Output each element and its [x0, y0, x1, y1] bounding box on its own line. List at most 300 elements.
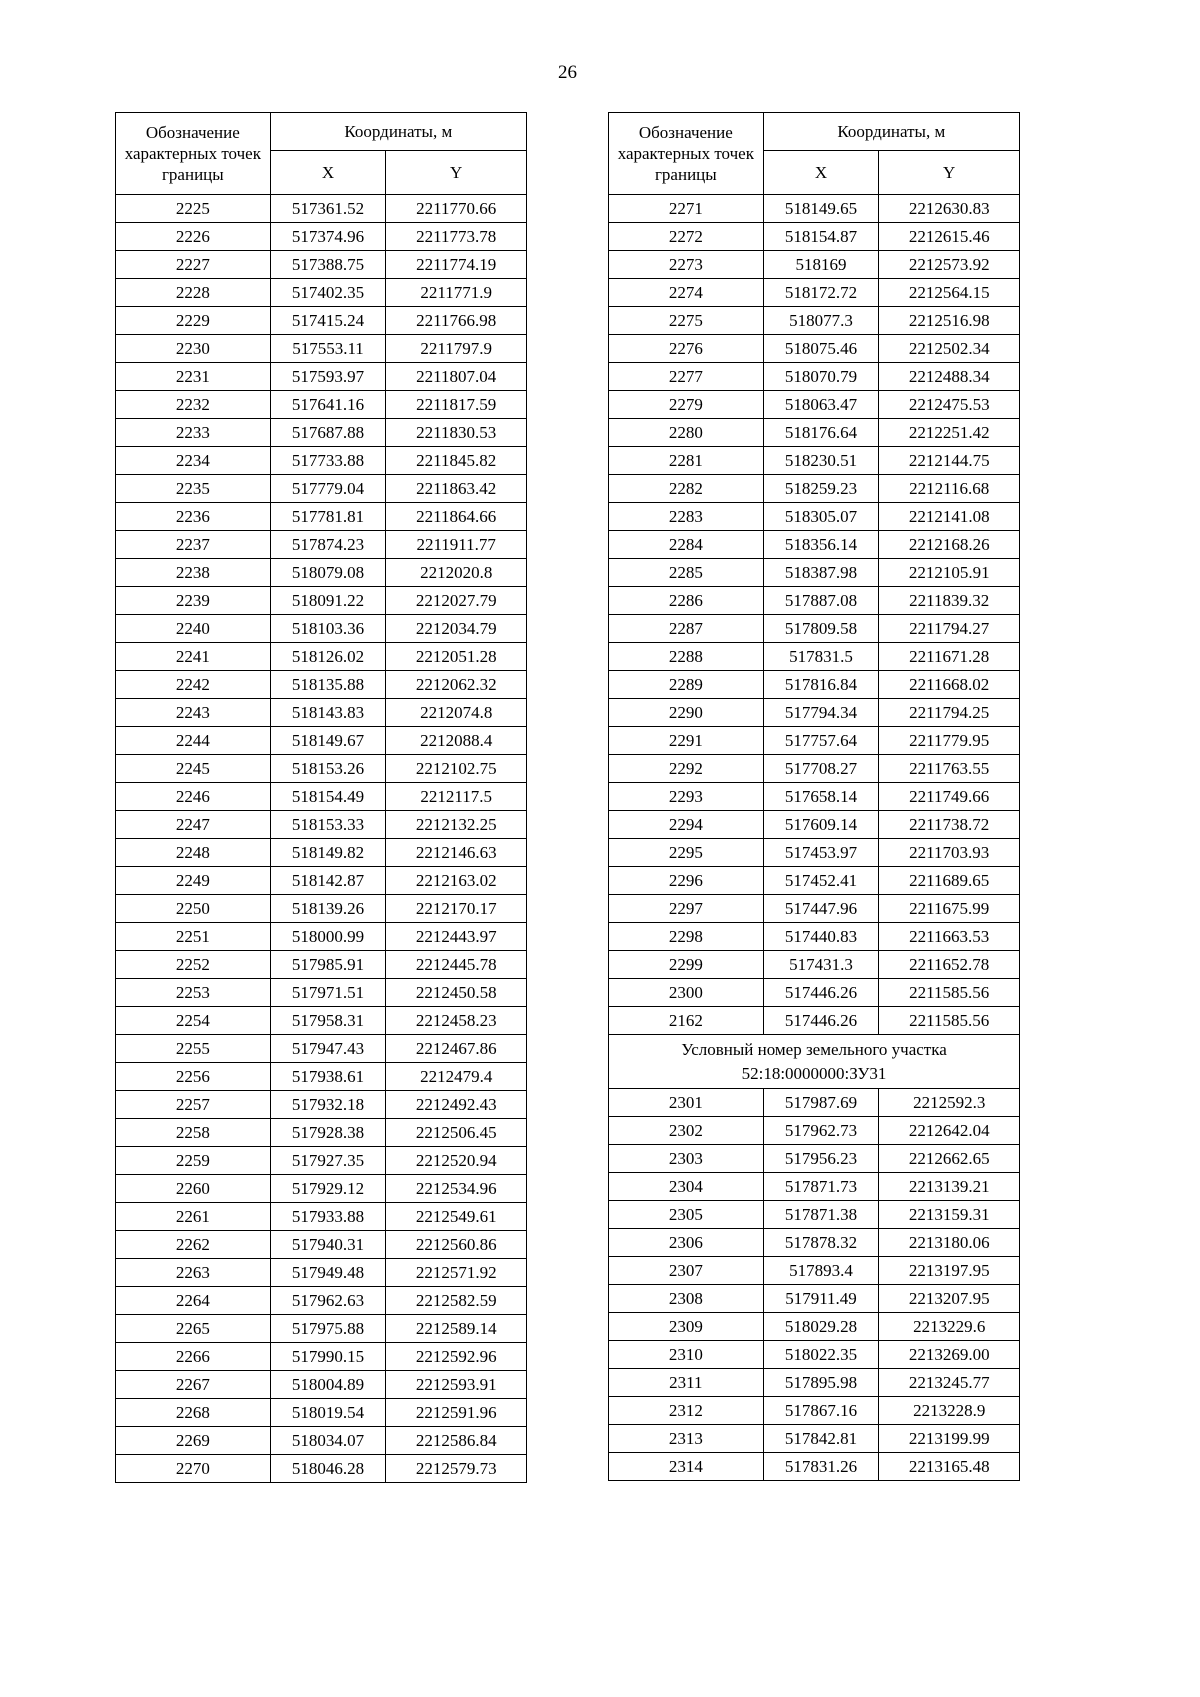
table-row	[609, 363, 1020, 391]
table-cell: 2211763.55	[879, 755, 1020, 783]
table-cell: 2212479.4	[386, 1063, 527, 1091]
table-row	[609, 419, 1020, 447]
table-cell: 517949.48	[270, 1259, 386, 1287]
table-cell: 2305	[609, 1201, 764, 1229]
table-cell: 517733.88	[270, 447, 386, 475]
table-row	[116, 979, 527, 1007]
table-cell: 517415.24	[270, 307, 386, 335]
table-cell: 2230	[116, 335, 271, 363]
table-cell: 2252	[116, 951, 271, 979]
table-cell: 518000.99	[270, 923, 386, 951]
table-row	[116, 1119, 527, 1147]
table-cell: 518046.28	[270, 1455, 386, 1483]
table-cell: 2235	[116, 475, 271, 503]
table-cell: 2212549.61	[386, 1203, 527, 1231]
table-cell: 2213228.9	[879, 1397, 1020, 1425]
table-row	[609, 755, 1020, 783]
table-row	[116, 811, 527, 839]
table-cell: 517361.52	[270, 195, 386, 223]
tables-container	[115, 112, 1020, 1483]
table-cell: 2280	[609, 419, 764, 447]
table-cell: 517932.18	[270, 1091, 386, 1119]
table-cell: 2211652.78	[879, 951, 1020, 979]
table-cell: 2285	[609, 559, 764, 587]
table-cell: 518019.54	[270, 1399, 386, 1427]
table-cell: 2226	[116, 223, 271, 251]
table-row	[609, 671, 1020, 699]
header-y: Y	[386, 151, 527, 195]
table-row	[609, 1285, 1020, 1313]
table-cell: 517871.73	[763, 1173, 879, 1201]
table-cell: 2228	[116, 279, 271, 307]
table-cell: 518135.88	[270, 671, 386, 699]
table-row	[609, 587, 1020, 615]
table-cell: 517453.97	[763, 839, 879, 867]
table-cell: 517927.35	[270, 1147, 386, 1175]
table-cell: 2212615.46	[879, 223, 1020, 251]
table-row	[609, 223, 1020, 251]
table-row	[116, 1259, 527, 1287]
table-cell: 517402.35	[270, 279, 386, 307]
table-cell: 2302	[609, 1117, 764, 1145]
table-row	[116, 1427, 527, 1455]
table-cell: 2212560.86	[386, 1231, 527, 1259]
table-cell: 517947.43	[270, 1035, 386, 1063]
table-row	[116, 699, 527, 727]
table-cell: 2212467.86	[386, 1035, 527, 1063]
table-cell: 2211774.19	[386, 251, 527, 279]
table-cell: 2231	[116, 363, 271, 391]
table-cell: 2211738.72	[879, 811, 1020, 839]
table-cell: 2269	[116, 1427, 271, 1455]
table-cell: 2299	[609, 951, 764, 979]
table-cell: 2300	[609, 979, 764, 1007]
table-row	[116, 1203, 527, 1231]
header-y: Y	[879, 151, 1020, 195]
table-row	[116, 195, 527, 223]
table-row	[609, 1145, 1020, 1173]
table-cell: 518153.26	[270, 755, 386, 783]
table-cell: 518142.87	[270, 867, 386, 895]
table-cell: 2244	[116, 727, 271, 755]
table-cell: 518034.07	[270, 1427, 386, 1455]
table-cell: 517794.34	[763, 699, 879, 727]
table-cell: 518356.14	[763, 531, 879, 559]
table-cell: 2212573.92	[879, 251, 1020, 279]
parcel-number-note-line2: 52:18:0000000:ЗУ31	[741, 1063, 887, 1083]
table-cell: 2211773.78	[386, 223, 527, 251]
table-cell: 518077.3	[763, 307, 879, 335]
table-row	[116, 867, 527, 895]
table-row	[116, 1035, 527, 1063]
table-body	[609, 195, 1020, 1035]
table-row	[609, 503, 1020, 531]
table-row	[116, 447, 527, 475]
header-designation: Обозначение характерных точек границы	[116, 113, 271, 195]
table-cell: 2225	[116, 195, 271, 223]
coordinate-table-right	[608, 112, 1020, 1481]
table-row	[609, 307, 1020, 335]
table-cell: 2211817.59	[386, 391, 527, 419]
table-row	[116, 279, 527, 307]
table-row	[609, 1397, 1020, 1425]
table-row	[609, 979, 1020, 1007]
table-cell: 517708.27	[763, 755, 879, 783]
table-cell: 2211863.42	[386, 475, 527, 503]
table-cell: 2212445.78	[386, 951, 527, 979]
table-cell: 517809.58	[763, 615, 879, 643]
table-cell: 2241	[116, 643, 271, 671]
table-cell: 2212062.32	[386, 671, 527, 699]
table-cell: 2298	[609, 923, 764, 951]
table-cell: 517871.38	[763, 1201, 879, 1229]
table-cell: 518139.26	[270, 895, 386, 923]
table-cell: 2307	[609, 1257, 764, 1285]
table-row	[609, 1007, 1020, 1035]
table-cell: 517940.31	[270, 1231, 386, 1259]
header-designation: Обозначение характерных точек границы	[609, 113, 764, 195]
table-cell: 2237	[116, 531, 271, 559]
table-cell: 2288	[609, 643, 764, 671]
table-cell: 517816.84	[763, 671, 879, 699]
table-cell: 2212582.59	[386, 1287, 527, 1315]
table-cell: 2251	[116, 923, 271, 951]
table-cell: 518387.98	[763, 559, 879, 587]
table-row	[609, 335, 1020, 363]
table-cell: 2212088.4	[386, 727, 527, 755]
table-cell: 2248	[116, 839, 271, 867]
table-cell: 2240	[116, 615, 271, 643]
table-cell: 2309	[609, 1313, 764, 1341]
table-cell: 517990.15	[270, 1343, 386, 1371]
table-cell: 2212592.96	[386, 1343, 527, 1371]
table-cell: 2229	[116, 307, 271, 335]
table-row	[609, 839, 1020, 867]
table-cell: 2213165.48	[879, 1453, 1020, 1481]
table-cell: 2212020.8	[386, 559, 527, 587]
table-cell: 2212443.97	[386, 923, 527, 951]
parcel-number-note-line1: Условный номер земельного участка	[681, 1039, 947, 1059]
table-cell: 2211794.27	[879, 615, 1020, 643]
table-cell: 518176.64	[763, 419, 879, 447]
table-cell: 518154.49	[270, 783, 386, 811]
table-cell: 2250	[116, 895, 271, 923]
table-cell: 2212105.91	[879, 559, 1020, 587]
table-cell: 2212516.98	[879, 307, 1020, 335]
table-cell: 517388.75	[270, 251, 386, 279]
table-cell: 518153.33	[270, 811, 386, 839]
table-cell: 2293	[609, 783, 764, 811]
table-cell: 2212593.91	[386, 1371, 527, 1399]
table-header	[609, 113, 1020, 195]
table-cell: 2242	[116, 671, 271, 699]
table-cell: 2211689.65	[879, 867, 1020, 895]
table-cell: 518230.51	[763, 447, 879, 475]
table-cell: 2249	[116, 867, 271, 895]
parcel-number-note-row	[609, 1035, 1020, 1089]
table-cell: 518259.23	[763, 475, 879, 503]
table-cell: 2212251.42	[879, 419, 1020, 447]
table-cell: 2213159.31	[879, 1201, 1020, 1229]
table-cell: 517958.31	[270, 1007, 386, 1035]
table-cell: 2313	[609, 1425, 764, 1453]
table-cell: 2290	[609, 699, 764, 727]
table-cell: 2270	[116, 1455, 271, 1483]
table-cell: 2212034.79	[386, 615, 527, 643]
table-cell: 2267	[116, 1371, 271, 1399]
table-cell: 2257	[116, 1091, 271, 1119]
table-row	[609, 195, 1020, 223]
table-row	[116, 1007, 527, 1035]
table-row	[609, 531, 1020, 559]
table-cell: 2211671.28	[879, 643, 1020, 671]
table-cell: 517962.63	[270, 1287, 386, 1315]
table-cell: 2287	[609, 615, 764, 643]
table-cell: 517447.96	[763, 895, 879, 923]
table-cell: 518149.82	[270, 839, 386, 867]
table-row	[116, 419, 527, 447]
table-row	[609, 811, 1020, 839]
table-cell: 517956.23	[763, 1145, 879, 1173]
table-cell: 2247	[116, 811, 271, 839]
table-row	[609, 1369, 1020, 1397]
table-cell: 517887.08	[763, 587, 879, 615]
table-cell: 518022.35	[763, 1341, 879, 1369]
table-cell: 2268	[116, 1399, 271, 1427]
table-cell: 2281	[609, 447, 764, 475]
table-cell: 2212051.28	[386, 643, 527, 671]
table-cell: 2234	[116, 447, 271, 475]
table-cell: 2271	[609, 195, 764, 223]
table-row	[116, 223, 527, 251]
table-cell: 518091.22	[270, 587, 386, 615]
table-cell: 518149.67	[270, 727, 386, 755]
table-row	[116, 671, 527, 699]
table-cell: 2262	[116, 1231, 271, 1259]
table-row	[116, 895, 527, 923]
table-row	[609, 1229, 1020, 1257]
table-row	[116, 951, 527, 979]
table-cell: 2211766.98	[386, 307, 527, 335]
table-note-body	[609, 1035, 1020, 1089]
table-row	[116, 1063, 527, 1091]
table-cell: 2314	[609, 1453, 764, 1481]
table-body	[116, 195, 527, 1483]
table-row	[609, 867, 1020, 895]
table-row	[116, 1455, 527, 1483]
table-row	[116, 615, 527, 643]
table-cell: 2211839.32	[879, 587, 1020, 615]
table-cell: 2263	[116, 1259, 271, 1287]
table-cell: 517874.23	[270, 531, 386, 559]
table-cell: 2212027.79	[386, 587, 527, 615]
header-coordinates: Координаты, м	[270, 113, 526, 151]
table-cell: 517641.16	[270, 391, 386, 419]
table-row	[609, 391, 1020, 419]
table-row	[116, 391, 527, 419]
table-row	[116, 755, 527, 783]
table-row	[116, 1231, 527, 1259]
table-row	[609, 1453, 1020, 1481]
table-cell: 2238	[116, 559, 271, 587]
table-cell: 518149.65	[763, 195, 879, 223]
table-cell: 517831.26	[763, 1453, 879, 1481]
table-cell: 517593.97	[270, 363, 386, 391]
table-cell: 2292	[609, 755, 764, 783]
table-row	[609, 1425, 1020, 1453]
table-row	[116, 251, 527, 279]
table-cell: 2212116.68	[879, 475, 1020, 503]
table-cell: 517911.49	[763, 1285, 879, 1313]
table-cell: 517440.83	[763, 923, 879, 951]
table-row	[116, 1315, 527, 1343]
table-cell: 2211794.25	[879, 699, 1020, 727]
table-cell: 2212146.63	[386, 839, 527, 867]
table-cell: 518154.87	[763, 223, 879, 251]
table-cell: 2304	[609, 1173, 764, 1201]
table-row	[609, 279, 1020, 307]
table-row	[609, 895, 1020, 923]
table-cell: 2211749.66	[879, 783, 1020, 811]
table-cell: 2213229.6	[879, 1313, 1020, 1341]
table-cell: 2283	[609, 503, 764, 531]
table-cell: 2211585.56	[879, 1007, 1020, 1035]
table-cell: 2266	[116, 1343, 271, 1371]
table-row	[116, 783, 527, 811]
table-cell: 2211845.82	[386, 447, 527, 475]
table-cell: 2295	[609, 839, 764, 867]
table-cell: 517658.14	[763, 783, 879, 811]
table-cell: 517975.88	[270, 1315, 386, 1343]
table-cell: 2282	[609, 475, 764, 503]
table-cell: 2275	[609, 307, 764, 335]
table-row	[609, 699, 1020, 727]
table-cell: 517446.26	[763, 979, 879, 1007]
table-row	[116, 1091, 527, 1119]
table-cell: 2245	[116, 755, 271, 783]
table-cell: 2212117.5	[386, 783, 527, 811]
table-cell: 2306	[609, 1229, 764, 1257]
table-row	[116, 531, 527, 559]
table-row	[116, 1147, 527, 1175]
table-cell: 2255	[116, 1035, 271, 1063]
table-cell: 2291	[609, 727, 764, 755]
table-cell: 2239	[116, 587, 271, 615]
table-row	[116, 727, 527, 755]
table-cell: 2212168.26	[879, 531, 1020, 559]
table-cell: 517757.64	[763, 727, 879, 755]
table-row	[609, 1341, 1020, 1369]
table-row	[116, 363, 527, 391]
table-cell: 517928.38	[270, 1119, 386, 1147]
table-cell: 2253	[116, 979, 271, 1007]
table-row	[116, 475, 527, 503]
table-cell: 2273	[609, 251, 764, 279]
table-cell: 517867.16	[763, 1397, 879, 1425]
table-cell: 517779.04	[270, 475, 386, 503]
table-cell: 518305.07	[763, 503, 879, 531]
table-cell: 518103.36	[270, 615, 386, 643]
table-cell: 518004.89	[270, 1371, 386, 1399]
table-cell: 2232	[116, 391, 271, 419]
header-x: X	[763, 151, 879, 195]
table-cell: 2258	[116, 1119, 271, 1147]
table-cell: 2233	[116, 419, 271, 447]
table-cell: 2212534.96	[386, 1175, 527, 1203]
header-row-1	[116, 113, 527, 151]
table-cell: 2212586.84	[386, 1427, 527, 1455]
table-cell: 2254	[116, 1007, 271, 1035]
table-cell: 517553.11	[270, 335, 386, 363]
table-cell: 2310	[609, 1341, 764, 1369]
table-row	[116, 307, 527, 335]
table-row	[116, 643, 527, 671]
table-row	[116, 1343, 527, 1371]
table-row	[609, 783, 1020, 811]
page-number: 26	[558, 62, 577, 83]
table-cell: 2246	[116, 783, 271, 811]
table-cell: 518075.46	[763, 335, 879, 363]
table-cell: 2211703.93	[879, 839, 1020, 867]
table-cell: 2276	[609, 335, 764, 363]
table-header	[116, 113, 527, 195]
table-cell: 517431.3	[763, 951, 879, 979]
table-cell: 2212592.3	[879, 1089, 1020, 1117]
table-row	[116, 1371, 527, 1399]
table-cell: 2212141.08	[879, 503, 1020, 531]
table-cell: 2211663.53	[879, 923, 1020, 951]
table-cell: 517374.96	[270, 223, 386, 251]
table-cell: 2212564.15	[879, 279, 1020, 307]
table-cell: 518172.72	[763, 279, 879, 307]
table-cell: 2212102.75	[386, 755, 527, 783]
table-cell: 2212492.43	[386, 1091, 527, 1119]
table-cell: 517962.73	[763, 1117, 879, 1145]
table-row	[609, 1089, 1020, 1117]
table-row	[609, 1313, 1020, 1341]
table-row	[609, 951, 1020, 979]
table-row	[116, 839, 527, 867]
table-cell: 2162	[609, 1007, 764, 1035]
table-row	[609, 643, 1020, 671]
table-cell: 517929.12	[270, 1175, 386, 1203]
table-cell: 2259	[116, 1147, 271, 1175]
table-cell: 518079.08	[270, 559, 386, 587]
table-cell: 2211830.53	[386, 419, 527, 447]
table-cell: 518070.79	[763, 363, 879, 391]
table-row	[609, 1117, 1020, 1145]
table-cell: 517987.69	[763, 1089, 879, 1117]
table-cell: 517687.88	[270, 419, 386, 447]
table-cell: 2212502.34	[879, 335, 1020, 363]
table-row	[116, 923, 527, 951]
table-cell: 2303	[609, 1145, 764, 1173]
table-cell: 2212488.34	[879, 363, 1020, 391]
table-row	[609, 447, 1020, 475]
table-cell: 2211911.77	[386, 531, 527, 559]
table-cell: 2213269.00	[879, 1341, 1020, 1369]
table-cell: 2213207.95	[879, 1285, 1020, 1313]
table-cell: 517842.81	[763, 1425, 879, 1453]
table-cell: 2286	[609, 587, 764, 615]
table-cell: 2212163.02	[386, 867, 527, 895]
table-cell: 2308	[609, 1285, 764, 1313]
table-row	[116, 335, 527, 363]
table-cell: 517831.5	[763, 643, 879, 671]
table-row	[116, 559, 527, 587]
table-row	[609, 1173, 1020, 1201]
table-body	[609, 1089, 1020, 1481]
